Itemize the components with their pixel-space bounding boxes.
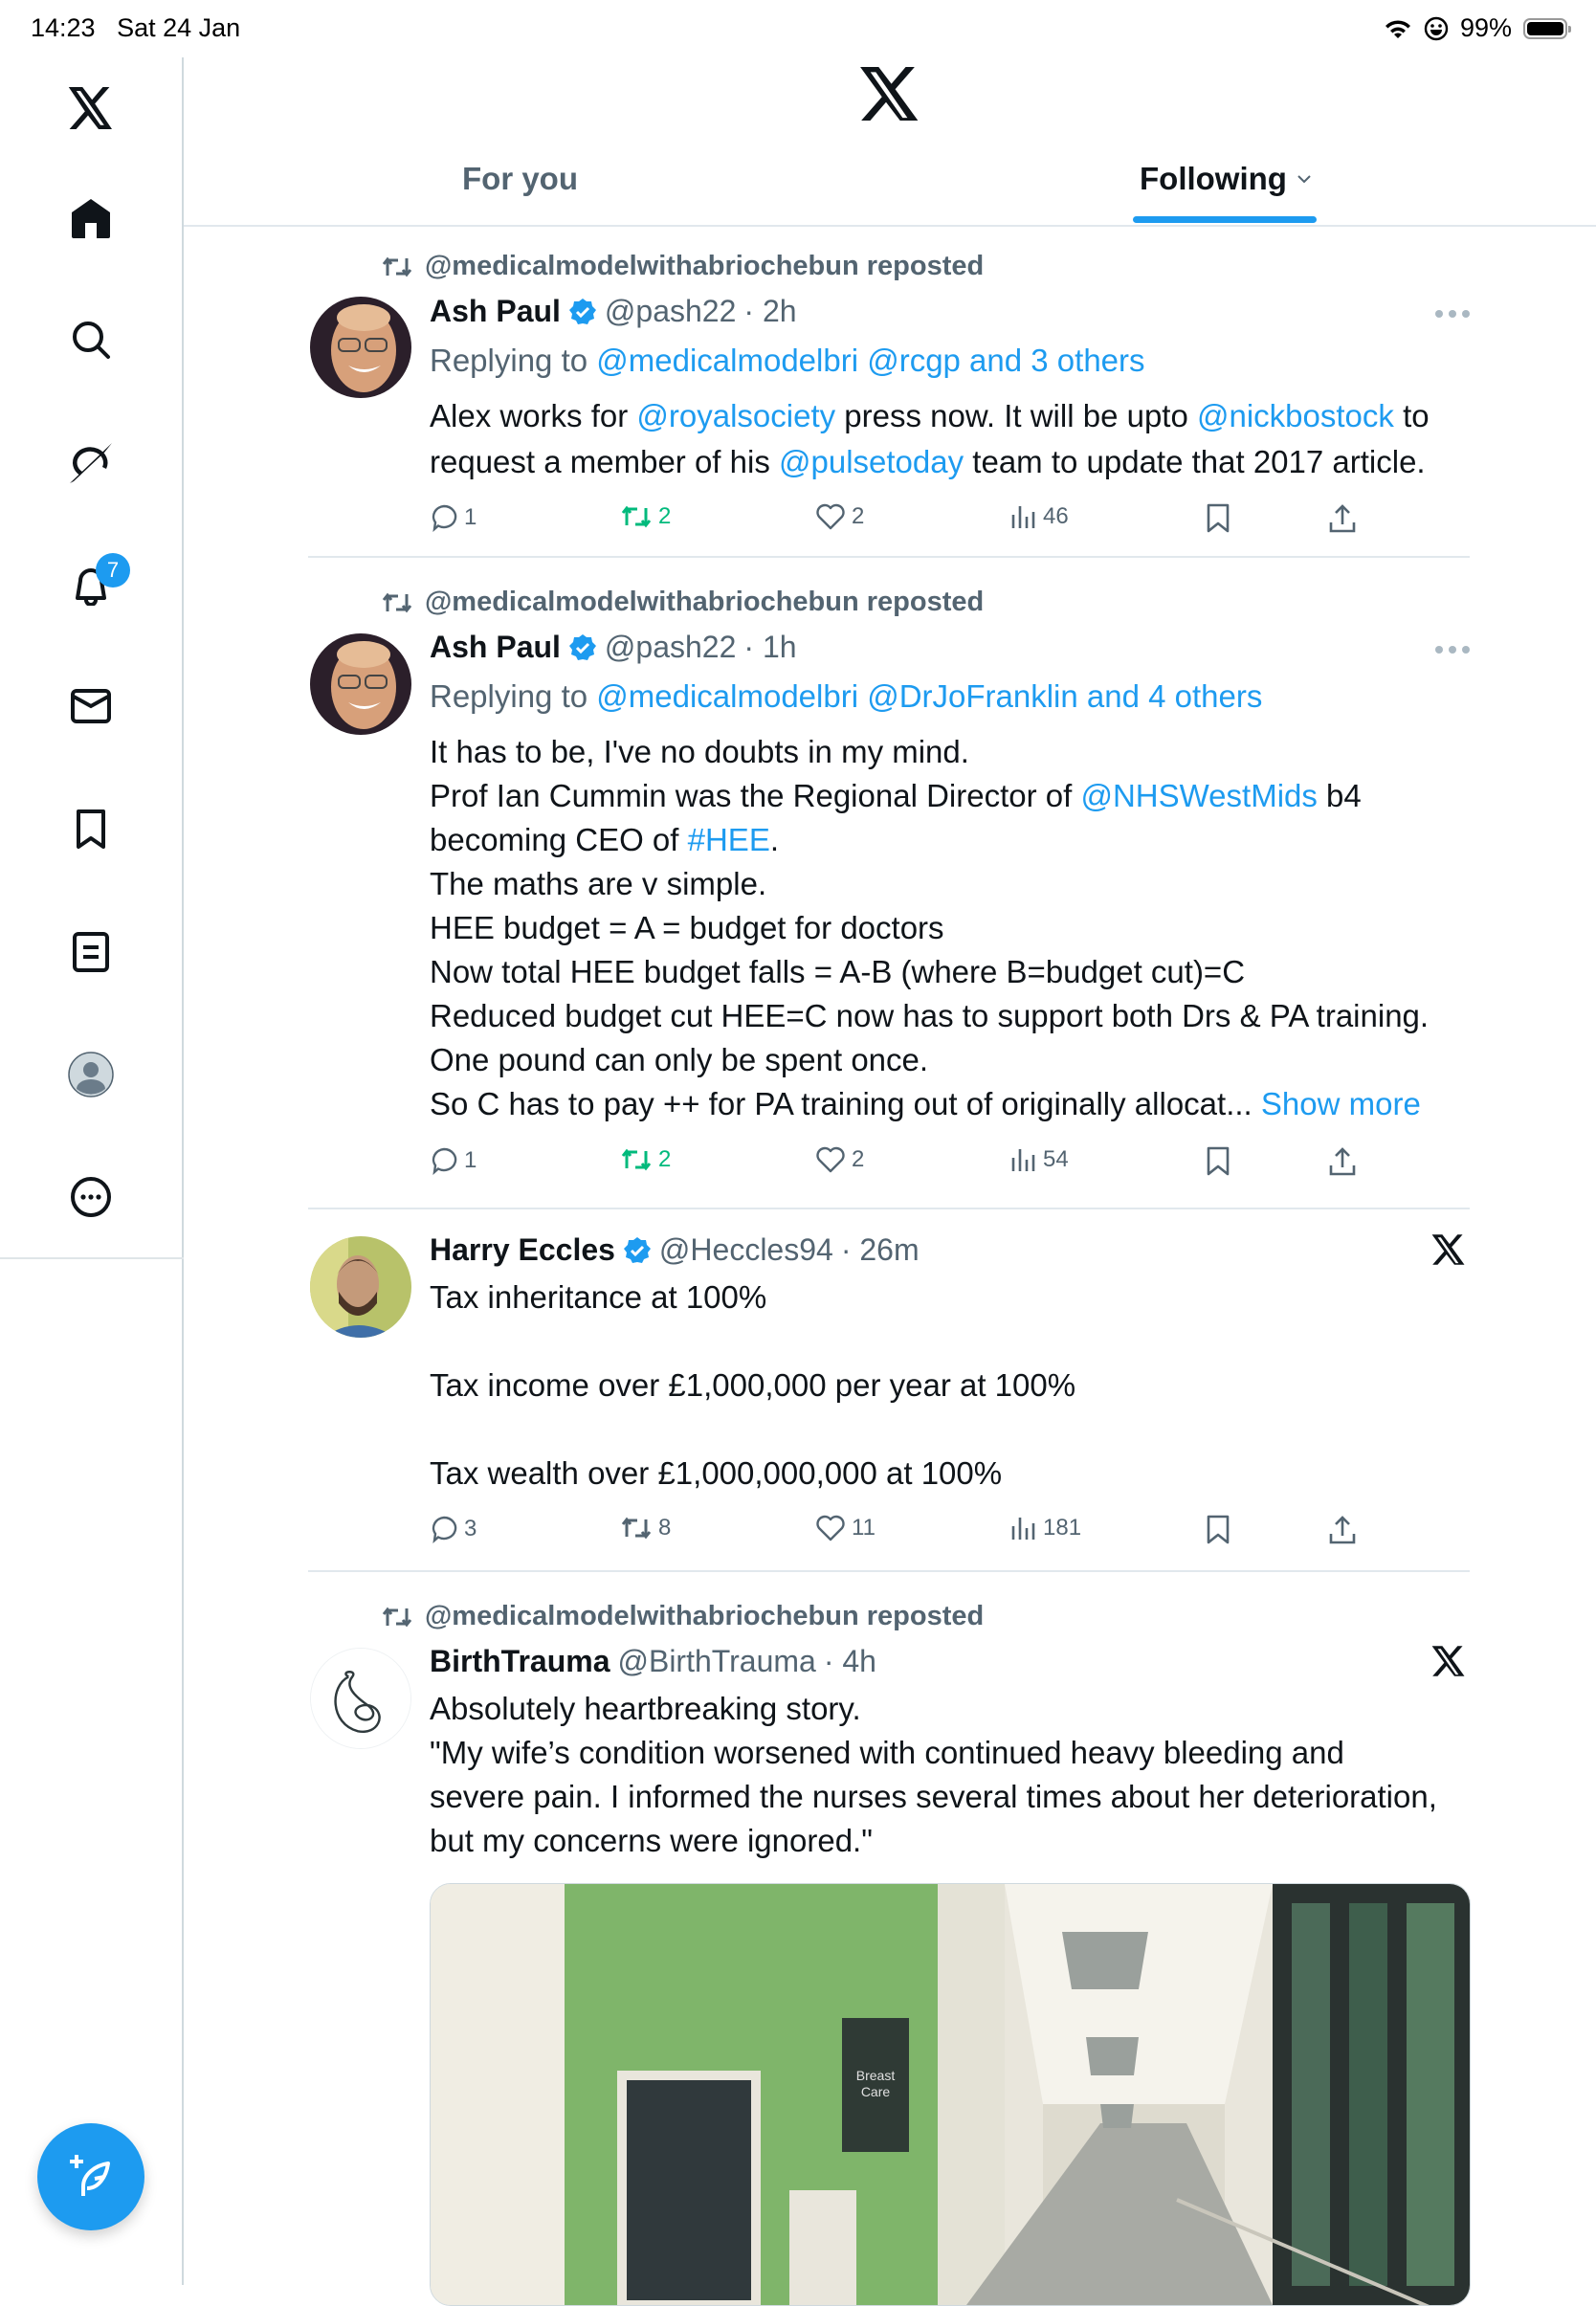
- share-button[interactable]: [1328, 1146, 1357, 1177]
- author-handle[interactable]: @BirthTrauma: [617, 1644, 816, 1678]
- bookmark-button[interactable]: [1206, 1515, 1230, 1545]
- verified-badge-icon: [623, 1236, 652, 1265]
- tweet-divider: [308, 1570, 1470, 1572]
- tweet-text-line: [430, 1042, 928, 1078]
- text-segment: One pound can only be spent once.: [430, 1042, 929, 1077]
- text-segment: but my concerns were ignored.": [430, 1823, 873, 1858]
- tweet-header: [430, 1644, 876, 1679]
- tweet-text-line: [430, 1691, 861, 1727]
- tweet-header: [430, 1232, 920, 1268]
- bookmark-icon: [1206, 1515, 1230, 1545]
- text-segment: severe pain. I informed the nurses several times about her deterioration,: [430, 1779, 1437, 1814]
- verified-badge-icon: [568, 298, 597, 326]
- bookmark-icon: [1206, 503, 1230, 534]
- likes-count: 2: [852, 1146, 865, 1172]
- share-button[interactable]: [1328, 1515, 1357, 1545]
- likes-count: 2: [852, 503, 865, 529]
- mention-link[interactable]: @nickbostock: [1196, 398, 1394, 433]
- text-segment: team to update that 2017 article.: [964, 444, 1426, 479]
- heart-icon: [815, 503, 846, 530]
- like-button[interactable]: [815, 1146, 864, 1173]
- tweet-text-line: [430, 1735, 1344, 1771]
- reposts-count: 2: [658, 1146, 672, 1172]
- tweet-text-line: [430, 1455, 1002, 1492]
- x-logo-icon[interactable]: [60, 78, 122, 139]
- tweet-text-line: [430, 954, 1245, 990]
- bookmark-button[interactable]: [1206, 503, 1230, 534]
- reply-icon: [430, 1515, 458, 1543]
- tweet-header: [430, 294, 797, 329]
- replies-count: 1: [464, 1147, 477, 1173]
- mention-link[interactable]: @NHSWestMids: [1080, 778, 1318, 813]
- replies-count: 3: [464, 1516, 477, 1541]
- text-segment: Absolutely heartbreaking story.: [430, 1691, 861, 1726]
- heart-icon: [815, 1515, 846, 1541]
- views-button[interactable]: [1010, 1515, 1081, 1541]
- tweet-time: · 1h: [743, 630, 797, 664]
- tweet-text-line: [430, 1823, 873, 1859]
- text-segment: Reduced budget cut HEE=C now has to support both Drs & PA training.: [430, 998, 1430, 1033]
- text-segment: Tax wealth over £1,000,000,000 at 100%: [430, 1455, 1003, 1491]
- share-icon: [1328, 1515, 1357, 1545]
- text-segment: So C has to pay ++ for PA training out of originally allocat...: [430, 1086, 1261, 1121]
- home-icon[interactable]: [60, 188, 122, 249]
- avatar[interactable]: [310, 1236, 411, 1338]
- text-segment: Tax income over £1,000,000 per year at 100%: [430, 1367, 1076, 1403]
- notification-badge: 7: [96, 553, 130, 588]
- tab-following[interactable]: [1140, 161, 1312, 197]
- avatar[interactable]: [310, 633, 411, 735]
- replying-to-users[interactable]: @medicalmodelbri @DrJoFranklin and 4 others: [596, 678, 1263, 714]
- text-segment: Alex works for: [430, 398, 637, 433]
- list-icon[interactable]: [60, 921, 122, 983]
- repost-label: [381, 587, 984, 618]
- compose-feather-icon: [62, 2148, 120, 2206]
- reposts-count: 8: [658, 1515, 672, 1541]
- text-segment: Now total HEE budget falls = A-B (where B=budget cut)=C: [430, 954, 1246, 989]
- bookmark-icon[interactable]: [60, 799, 122, 860]
- header-divider: [184, 225, 1596, 227]
- like-button[interactable]: [815, 1515, 876, 1541]
- search-icon[interactable]: [60, 309, 122, 370]
- verified-badge-icon: [568, 633, 597, 662]
- text-segment: The maths are v simple.: [430, 866, 767, 901]
- mention-link[interactable]: @royalsociety: [636, 398, 836, 433]
- repost-label: [381, 1601, 984, 1632]
- repost-icon: [381, 1605, 413, 1630]
- tweet-text-line: [430, 444, 1426, 480]
- text-segment: b4: [1317, 778, 1362, 813]
- tweet-header: [430, 630, 797, 665]
- face-icon: [1424, 16, 1449, 41]
- tab-following-label: Following: [1140, 161, 1287, 196]
- share-icon: [1328, 503, 1357, 534]
- sign-breast-care: Breast: [855, 2068, 896, 2083]
- reply-button[interactable]: [430, 503, 477, 532]
- replying-to: [430, 343, 1145, 379]
- reply-icon: [430, 503, 458, 532]
- author-name[interactable]: Ash Paul: [430, 630, 561, 664]
- x-logo-icon[interactable]: [1431, 1644, 1470, 1682]
- more-circle-icon[interactable]: [60, 1166, 122, 1228]
- reposts-count: 2: [658, 503, 672, 529]
- replies-count: 1: [464, 504, 477, 530]
- clock: 14:23: [31, 13, 96, 42]
- text-segment: press now. It will be upto: [835, 398, 1197, 433]
- repost-icon: [620, 503, 653, 530]
- tweet-divider: [308, 1208, 1470, 1209]
- battery-icon: [1523, 18, 1567, 39]
- more-options-icon[interactable]: [1435, 306, 1474, 322]
- replying-prefix: Replying to: [430, 343, 597, 378]
- repost-button[interactable]: [620, 503, 671, 530]
- views-chart-icon: [1010, 1146, 1037, 1173]
- text-segment: request a member of his: [430, 444, 779, 479]
- x-logo-icon[interactable]: [1431, 1232, 1470, 1271]
- tweet-text-line: [430, 866, 766, 902]
- repost-user-link[interactable]: @medicalmodelwithabriochebun reposted: [425, 587, 985, 617]
- status-bar-time: [31, 13, 240, 43]
- views-chart-icon: [1010, 1515, 1037, 1541]
- replying-to: [430, 678, 1262, 715]
- views-count: 181: [1043, 1515, 1082, 1541]
- reply-icon: [430, 1146, 458, 1175]
- grok-icon[interactable]: [60, 432, 122, 493]
- author-name[interactable]: Ash Paul: [430, 294, 561, 328]
- tweet-text-line: [430, 822, 779, 858]
- repost-icon: [381, 590, 413, 615]
- wifi-icon: [1384, 17, 1412, 40]
- tweet-image[interactable]: [430, 1883, 1471, 2306]
- tweet-text-line: [430, 1279, 766, 1316]
- repost-user-link[interactable]: @medicalmodelwithabriochebun reposted: [425, 1601, 985, 1631]
- avatar[interactable]: [310, 297, 411, 398]
- show-more-link[interactable]: Show more: [1260, 1086, 1421, 1121]
- active-tab-indicator: [1133, 216, 1317, 223]
- text-segment: HEE budget = A = budget for doctors: [430, 910, 944, 945]
- tweet-text-line: [430, 910, 944, 946]
- repost-label: [381, 251, 984, 282]
- more-options-icon[interactable]: [1435, 642, 1474, 657]
- repost-icon: [620, 1515, 653, 1541]
- author-name[interactable]: BirthTrauma: [430, 1644, 610, 1678]
- mention-link[interactable]: #HEE: [687, 822, 770, 857]
- text-segment: Tax inheritance at 100%: [430, 1279, 767, 1315]
- author-name[interactable]: Harry Eccles: [430, 1232, 615, 1267]
- sidebar-divider: [0, 1257, 184, 1259]
- replying-to-users[interactable]: @medicalmodelbri @rcgp and 3 others: [596, 343, 1145, 378]
- heart-icon: [815, 1146, 846, 1173]
- repost-button[interactable]: [620, 1515, 671, 1541]
- date: Sat 24 Jan: [117, 13, 241, 42]
- mail-icon[interactable]: [60, 676, 122, 738]
- tweet-text-line: [430, 1367, 1075, 1404]
- like-button[interactable]: [815, 503, 864, 530]
- text-segment: Prof Ian Cummin was the Regional Director of: [430, 778, 1081, 813]
- text-segment: "My wife’s condition worsened with continued heavy bleeding and: [430, 1735, 1344, 1770]
- mention-link[interactable]: @pulsetoday: [779, 444, 964, 479]
- replying-prefix: Replying to: [430, 678, 597, 714]
- tweet-text-line: [430, 1086, 1421, 1122]
- text-segment: .: [769, 822, 780, 857]
- chevron-down-icon: [1297, 173, 1312, 185]
- views-count: 46: [1043, 503, 1069, 529]
- author-handle[interactable]: @pash22: [604, 294, 737, 328]
- tweet-time: · 4h: [823, 1644, 876, 1678]
- profile-avatar-icon[interactable]: [60, 1044, 122, 1105]
- tweet-text-line: [430, 398, 1430, 434]
- reply-button[interactable]: [430, 1515, 477, 1543]
- avatar[interactable]: [310, 1648, 411, 1749]
- reply-button[interactable]: [430, 1146, 477, 1175]
- text-segment: It has to be, I've no doubts in my mind.: [430, 734, 969, 769]
- tweet-divider: [308, 556, 1470, 558]
- svg-text:Care: Care: [860, 2084, 891, 2099]
- repost-icon: [381, 255, 413, 279]
- repost-icon: [620, 1146, 653, 1173]
- author-handle[interactable]: @Heccles94: [658, 1232, 833, 1267]
- tweet-time: · 26m: [840, 1232, 920, 1267]
- tweet-text-line: [430, 1779, 1437, 1815]
- text-segment: to: [1393, 398, 1430, 433]
- repost-button[interactable]: [620, 1146, 671, 1173]
- tweet-text-line: [430, 998, 1429, 1034]
- likes-count: 11: [852, 1515, 876, 1541]
- tab-for-you[interactable]: For you: [462, 161, 578, 196]
- share-button[interactable]: [1328, 503, 1357, 534]
- bookmark-button[interactable]: [1206, 1146, 1230, 1177]
- tweet-time: · 2h: [743, 294, 797, 328]
- compose-button[interactable]: [37, 2123, 144, 2230]
- share-icon: [1328, 1146, 1357, 1177]
- views-chart-icon: [1010, 503, 1037, 530]
- battery-percent: 99%: [1459, 13, 1512, 42]
- bookmark-icon: [1206, 1146, 1230, 1177]
- repost-user-link[interactable]: @medicalmodelwithabriochebun reposted: [425, 251, 985, 281]
- tweet-text-line: [430, 734, 969, 770]
- views-button[interactable]: [1010, 503, 1069, 530]
- tweet-text-line: [430, 778, 1362, 814]
- text-segment: becoming CEO of: [430, 822, 688, 857]
- views-button[interactable]: [1010, 1146, 1069, 1173]
- status-bar-indicators: [1384, 13, 1567, 43]
- header-x-logo-icon[interactable]: [859, 63, 920, 124]
- author-handle[interactable]: @pash22: [604, 630, 737, 664]
- views-count: 54: [1043, 1146, 1069, 1172]
